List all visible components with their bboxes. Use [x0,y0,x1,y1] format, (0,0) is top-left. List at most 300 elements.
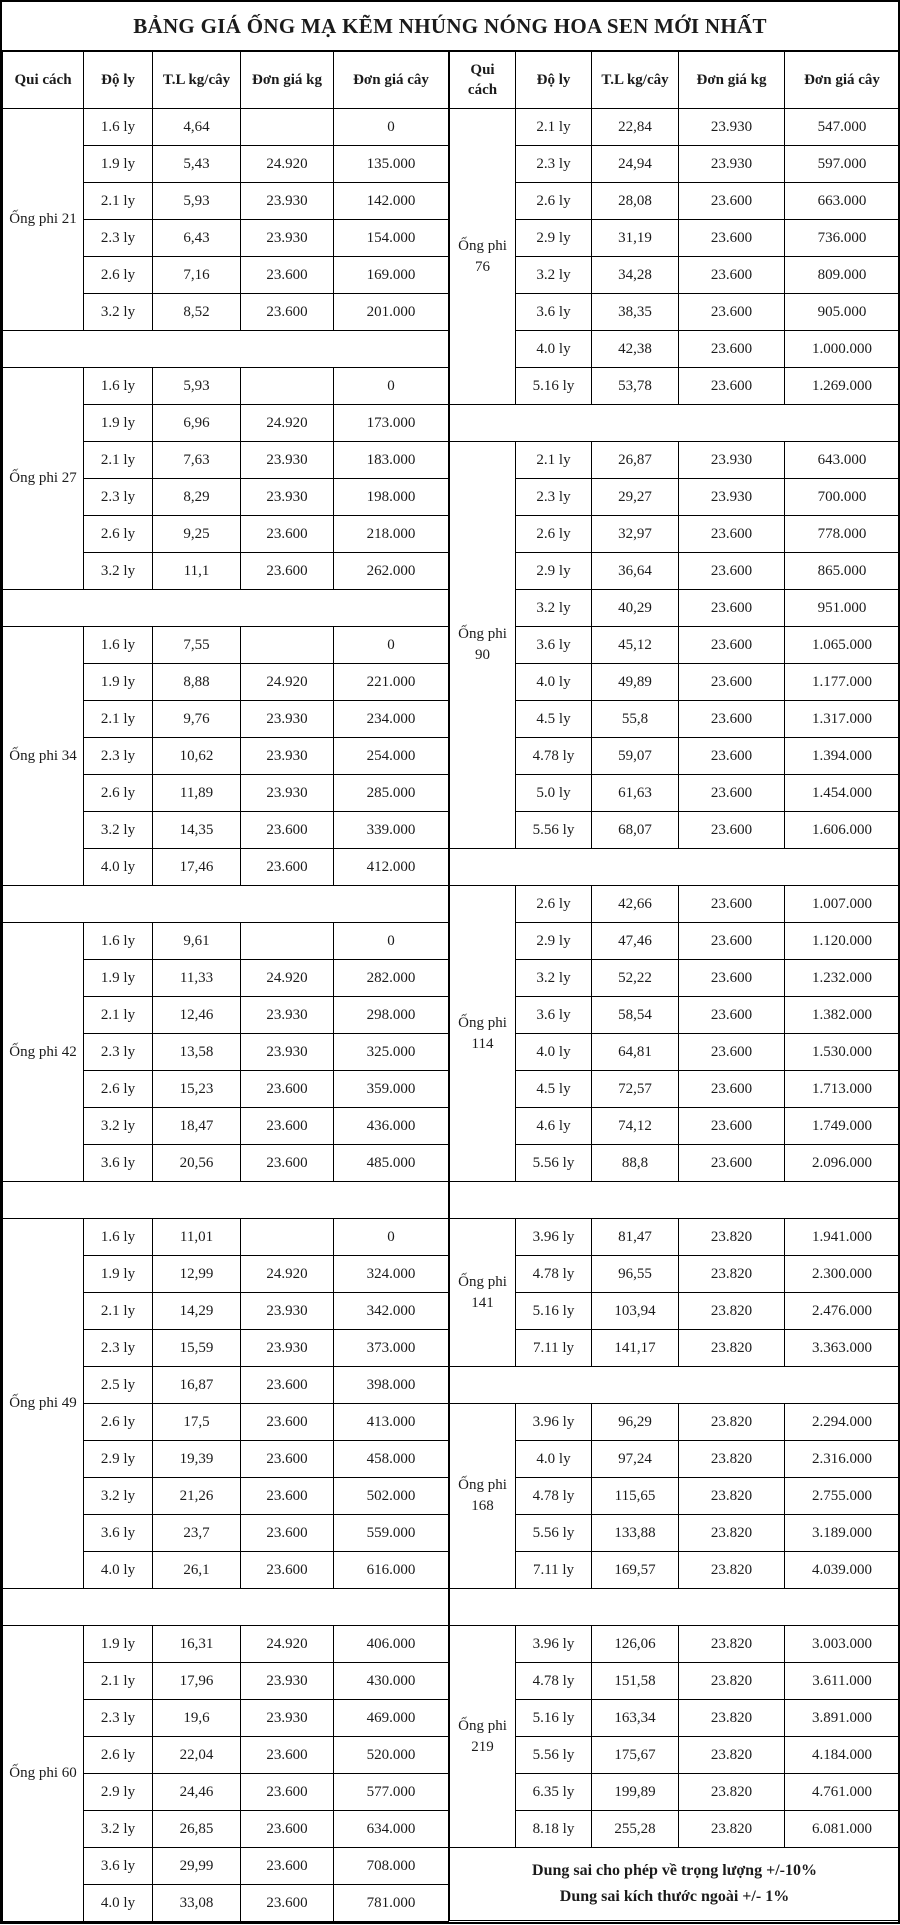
do-ly-cell: 1.6 ly [84,627,153,664]
do-ly-cell: 1.9 ly [84,664,153,701]
don-gia-cay-cell: 262.000 [334,553,449,590]
don-gia-kg-cell: 23.600 [241,1404,334,1441]
don-gia-cay-cell: 597.000 [785,146,900,183]
tl-kg-cay-cell: 5,93 [153,368,241,405]
do-ly-cell: 1.9 ly [84,1626,153,1663]
separator-row [3,331,449,368]
tl-kg-cay-cell: 58,54 [592,997,679,1034]
table-row [450,146,900,183]
don-gia-cay-cell: 0 [334,627,449,664]
tl-kg-cay-cell: 7,55 [153,627,241,664]
do-ly-cell: 1.6 ly [84,368,153,405]
don-gia-cay-cell: 413.000 [334,1404,449,1441]
tl-kg-cay-cell: 34,28 [592,257,679,294]
do-ly-cell: 4.78 ly [516,1256,592,1293]
don-gia-cay-cell: 221.000 [334,664,449,701]
tl-kg-cay-cell: 72,57 [592,1071,679,1108]
don-gia-cay-cell: 234.000 [334,701,449,738]
table-header [3,52,449,109]
tl-kg-cay-cell: 47,46 [592,923,679,960]
group-label: Ống phi 219 [450,1626,516,1848]
don-gia-kg-cell: 23.600 [679,886,785,923]
tl-kg-cay-cell: 45,12 [592,627,679,664]
tl-kg-cay-cell: 19,6 [153,1700,241,1737]
table-row [450,1071,900,1108]
separator-row [3,1182,449,1219]
tl-kg-cay-cell: 14,29 [153,1293,241,1330]
don-gia-kg-cell: 23.600 [679,701,785,738]
don-gia-cay-cell: 2.294.000 [785,1404,900,1441]
don-gia-cay-cell: 6.081.000 [785,1811,900,1848]
don-gia-kg-cell: 24.920 [241,664,334,701]
do-ly-cell: 2.6 ly [516,183,592,220]
table-row [450,590,900,627]
don-gia-cay-cell: 430.000 [334,1663,449,1700]
don-gia-cay-cell: 577.000 [334,1774,449,1811]
do-ly-cell: 2.6 ly [516,886,592,923]
don-gia-cay-cell: 218.000 [334,516,449,553]
don-gia-kg-cell: 24.920 [241,1626,334,1663]
don-gia-kg-cell [241,627,334,664]
table-row [450,923,900,960]
don-gia-cay-cell: 183.000 [334,442,449,479]
don-gia-cay-cell: 142.000 [334,183,449,220]
do-ly-cell: 4.6 ly [516,1108,592,1145]
do-ly-cell: 5.16 ly [516,1293,592,1330]
don-gia-cay-cell: 282.000 [334,960,449,997]
separator-row [450,405,900,442]
tl-kg-cay-cell: 74,12 [592,1108,679,1145]
tl-kg-cay-cell: 64,81 [592,1034,679,1071]
don-gia-cay-cell: 1.749.000 [785,1108,900,1145]
group-label: Ống phi 114 [450,886,516,1182]
don-gia-cay-cell: 4.039.000 [785,1552,900,1589]
do-ly-cell: 2.3 ly [84,1700,153,1737]
don-gia-kg-cell: 23.600 [679,923,785,960]
don-gia-cay-cell: 469.000 [334,1700,449,1737]
don-gia-kg-cell: 23.600 [241,1811,334,1848]
don-gia-cay-cell: 254.000 [334,738,449,775]
don-gia-cay-cell: 1.232.000 [785,960,900,997]
separator-cell [450,405,900,442]
table-row [450,1108,900,1145]
don-gia-kg-cell: 24.920 [241,146,334,183]
don-gia-kg-cell: 23.600 [241,1737,334,1774]
do-ly-cell: 2.3 ly [516,146,592,183]
don-gia-cay-cell: 0 [334,109,449,146]
tl-kg-cay-cell: 52,22 [592,960,679,997]
tl-kg-cay-cell: 26,85 [153,1811,241,1848]
do-ly-cell: 3.6 ly [84,1848,153,1885]
do-ly-cell: 5.0 ly [516,775,592,812]
don-gia-cay-cell: 1.941.000 [785,1219,900,1256]
do-ly-cell: 4.0 ly [516,1441,592,1478]
don-gia-kg-cell: 23.820 [679,1256,785,1293]
do-ly-cell: 4.0 ly [516,1034,592,1071]
column-header: Độ ly [516,52,592,109]
tl-kg-cay-cell: 12,99 [153,1256,241,1293]
don-gia-kg-cell: 23.600 [679,331,785,368]
do-ly-cell: 2.6 ly [516,516,592,553]
page-title: BẢNG GIÁ ỐNG MẠ KẼM NHÚNG NÓNG HOA SEN MỚI NHẤT [2,2,898,51]
do-ly-cell: 3.2 ly [84,294,153,331]
table-row [450,775,900,812]
don-gia-kg-cell: 23.930 [241,701,334,738]
tl-kg-cay-cell: 29,27 [592,479,679,516]
separator-row [450,1367,900,1404]
don-gia-kg-cell: 23.820 [679,1663,785,1700]
don-gia-cay-cell: 342.000 [334,1293,449,1330]
tl-kg-cay-cell: 16,87 [153,1367,241,1404]
table-row [450,1700,900,1737]
tl-kg-cay-cell: 5,93 [153,183,241,220]
do-ly-cell: 3.6 ly [516,294,592,331]
tl-kg-cay-cell: 11,33 [153,960,241,997]
don-gia-cay-cell: 1.606.000 [785,812,900,849]
tl-kg-cay-cell: 97,24 [592,1441,679,1478]
don-gia-kg-cell: 24.920 [241,1256,334,1293]
don-gia-kg-cell: 23.820 [679,1552,785,1589]
tl-kg-cay-cell: 42,66 [592,886,679,923]
don-gia-kg-cell: 23.600 [241,1108,334,1145]
don-gia-kg-cell: 23.820 [679,1515,785,1552]
don-gia-cay-cell: 359.000 [334,1071,449,1108]
don-gia-cay-cell: 285.000 [334,775,449,812]
do-ly-cell: 1.6 ly [84,109,153,146]
do-ly-cell: 2.9 ly [516,923,592,960]
separator-cell [450,1589,900,1626]
column-header: Đơn giá kg [241,52,334,109]
separator-cell [450,1367,900,1404]
tl-kg-cay-cell: 29,99 [153,1848,241,1885]
tl-kg-cay-cell: 9,61 [153,923,241,960]
table-row [450,1552,900,1589]
tl-kg-cay-cell: 38,35 [592,294,679,331]
don-gia-cay-cell: 3.611.000 [785,1663,900,1700]
table-row [450,183,900,220]
do-ly-cell: 3.2 ly [516,960,592,997]
do-ly-cell: 4.5 ly [516,1071,592,1108]
don-gia-kg-cell: 23.600 [241,1552,334,1589]
tl-kg-cay-cell: 21,26 [153,1478,241,1515]
tl-kg-cay-cell: 14,35 [153,812,241,849]
don-gia-cay-cell: 520.000 [334,1737,449,1774]
tl-kg-cay-cell: 169,57 [592,1552,679,1589]
don-gia-kg-cell: 23.600 [241,812,334,849]
do-ly-cell: 3.2 ly [516,590,592,627]
don-gia-cay-cell: 339.000 [334,812,449,849]
tl-kg-cay-cell: 19,39 [153,1441,241,1478]
don-gia-cay-cell: 708.000 [334,1848,449,1885]
separator-row [450,849,900,886]
do-ly-cell: 3.6 ly [84,1515,153,1552]
don-gia-kg-cell: 23.820 [679,1626,785,1663]
don-gia-cay-cell: 3.003.000 [785,1626,900,1663]
don-gia-cay-cell: 905.000 [785,294,900,331]
tl-kg-cay-cell: 20,56 [153,1145,241,1182]
table-row [450,1441,900,1478]
table-row [450,1293,900,1330]
separator-cell [450,1182,900,1219]
note-text: Dung sai cho phép về trọng lượng +/-10% [532,1862,817,1880]
don-gia-cay-cell: 198.000 [334,479,449,516]
don-gia-cay-cell: 778.000 [785,516,900,553]
don-gia-cay-cell: 951.000 [785,590,900,627]
tl-kg-cay-cell: 126,06 [592,1626,679,1663]
don-gia-cay-cell: 325.000 [334,1034,449,1071]
tl-kg-cay-cell: 68,07 [592,812,679,849]
do-ly-cell: 2.9 ly [84,1774,153,1811]
tl-kg-cay-cell: 17,96 [153,1663,241,1700]
don-gia-kg-cell: 23.600 [241,1145,334,1182]
don-gia-kg-cell: 23.820 [679,1811,785,1848]
do-ly-cell: 3.96 ly [516,1404,592,1441]
do-ly-cell: 1.9 ly [84,146,153,183]
table-row [450,997,900,1034]
price-table-right [449,51,900,1921]
don-gia-kg-cell: 23.600 [241,849,334,886]
tl-kg-cay-cell: 24,94 [592,146,679,183]
do-ly-cell: 6.35 ly [516,1774,592,1811]
do-ly-cell: 4.0 ly [516,331,592,368]
do-ly-cell: 7.11 ly [516,1552,592,1589]
do-ly-cell: 4.0 ly [516,664,592,701]
do-ly-cell: 2.1 ly [516,109,592,146]
don-gia-cay-cell: 2.476.000 [785,1293,900,1330]
don-gia-kg-cell: 23.600 [241,516,334,553]
table-row [3,627,449,664]
tl-kg-cay-cell: 133,88 [592,1515,679,1552]
do-ly-cell: 2.1 ly [84,183,153,220]
don-gia-cay-cell: 4.761.000 [785,1774,900,1811]
don-gia-kg-cell: 23.600 [679,960,785,997]
group-label: Ống phi 21 [3,109,84,331]
note-row [450,1848,900,1921]
don-gia-cay-cell: 781.000 [334,1885,449,1922]
don-gia-kg-cell: 23.600 [241,1515,334,1552]
don-gia-kg-cell: 23.600 [679,738,785,775]
do-ly-cell: 2.6 ly [84,1737,153,1774]
don-gia-kg-cell: 23.930 [241,997,334,1034]
don-gia-kg-cell: 23.600 [679,220,785,257]
don-gia-cay-cell: 502.000 [334,1478,449,1515]
don-gia-kg-cell: 23.820 [679,1737,785,1774]
don-gia-cay-cell: 4.184.000 [785,1737,900,1774]
tl-kg-cay-cell: 33,08 [153,1885,241,1922]
don-gia-cay-cell: 1.000.000 [785,331,900,368]
don-gia-cay-cell: 700.000 [785,479,900,516]
don-gia-cay-cell: 1.713.000 [785,1071,900,1108]
do-ly-cell: 3.6 ly [516,627,592,664]
table-body [450,109,900,1921]
do-ly-cell: 2.6 ly [84,775,153,812]
don-gia-kg-cell: 23.820 [679,1330,785,1367]
group-label: Ống phi 141 [450,1219,516,1367]
table-row [450,1404,900,1441]
tl-kg-cay-cell: 255,28 [592,1811,679,1848]
don-gia-kg-cell: 23.930 [679,479,785,516]
don-gia-cay-cell: 1.269.000 [785,368,900,405]
don-gia-kg-cell: 23.600 [679,627,785,664]
do-ly-cell: 5.56 ly [516,1145,592,1182]
tl-kg-cay-cell: 5,43 [153,146,241,183]
do-ly-cell: 4.0 ly [84,1552,153,1589]
column-header: Qui cách [450,52,516,109]
don-gia-kg-cell: 23.930 [241,738,334,775]
don-gia-cay-cell: 0 [334,368,449,405]
don-gia-kg-cell: 23.600 [679,1034,785,1071]
tl-kg-cay-cell: 6,43 [153,220,241,257]
tl-kg-cay-cell: 103,94 [592,1293,679,1330]
separator-cell [3,590,449,627]
tl-kg-cay-cell: 4,64 [153,109,241,146]
tl-kg-cay-cell: 22,84 [592,109,679,146]
don-gia-kg-cell: 23.820 [679,1293,785,1330]
tl-kg-cay-cell: 26,1 [153,1552,241,1589]
don-gia-kg-cell: 23.600 [679,1145,785,1182]
do-ly-cell: 1.9 ly [84,1256,153,1293]
tl-kg-cay-cell: 31,19 [592,220,679,257]
table-row [450,960,900,997]
table-row [450,1663,900,1700]
separator-row [3,590,449,627]
table-row [450,1811,900,1848]
separator-cell [3,886,449,923]
do-ly-cell: 4.0 ly [84,1885,153,1922]
table-row [450,1515,900,1552]
tl-kg-cay-cell: 24,46 [153,1774,241,1811]
do-ly-cell: 5.16 ly [516,368,592,405]
don-gia-kg-cell: 23.600 [679,1108,785,1145]
don-gia-cay-cell: 406.000 [334,1626,449,1663]
tl-kg-cay-cell: 55,8 [592,701,679,738]
don-gia-cay-cell: 616.000 [334,1552,449,1589]
don-gia-cay-cell: 0 [334,923,449,960]
don-gia-kg-cell: 23.930 [241,183,334,220]
table-row [3,1219,449,1256]
header-row [3,52,449,109]
tl-kg-cay-cell: 36,64 [592,553,679,590]
tl-kg-cay-cell: 15,23 [153,1071,241,1108]
don-gia-kg-cell: 23.930 [241,1330,334,1367]
do-ly-cell: 4.5 ly [516,701,592,738]
column-header: Qui cách [3,52,84,109]
do-ly-cell: 2.1 ly [84,1663,153,1700]
column-header: Đơn giá cây [334,52,449,109]
don-gia-kg-cell: 23.820 [679,1700,785,1737]
tl-kg-cay-cell: 9,25 [153,516,241,553]
don-gia-kg-cell: 23.820 [679,1441,785,1478]
do-ly-cell: 4.78 ly [516,1478,592,1515]
column-header: T.L kg/cây [592,52,679,109]
table-row [450,1145,900,1182]
don-gia-kg-cell: 24.920 [241,960,334,997]
do-ly-cell: 2.3 ly [84,220,153,257]
do-ly-cell: 3.2 ly [84,1811,153,1848]
tl-kg-cay-cell: 8,29 [153,479,241,516]
don-gia-cay-cell: 809.000 [785,257,900,294]
don-gia-cay-cell: 398.000 [334,1367,449,1404]
do-ly-cell: 2.1 ly [84,701,153,738]
do-ly-cell: 2.1 ly [84,997,153,1034]
do-ly-cell: 1.6 ly [84,1219,153,1256]
do-ly-cell: 2.6 ly [84,1404,153,1441]
don-gia-kg-cell [241,1219,334,1256]
don-gia-cay-cell: 1.394.000 [785,738,900,775]
tl-kg-cay-cell: 7,16 [153,257,241,294]
don-gia-cay-cell: 1.317.000 [785,701,900,738]
don-gia-cay-cell: 865.000 [785,553,900,590]
tl-kg-cay-cell: 163,34 [592,1700,679,1737]
column-header: Đơn giá cây [785,52,900,109]
don-gia-cay-cell: 154.000 [334,220,449,257]
don-gia-cay-cell: 1.382.000 [785,997,900,1034]
do-ly-cell: 2.6 ly [84,516,153,553]
price-table-left [2,51,449,1922]
do-ly-cell: 2.1 ly [84,1293,153,1330]
table-row [450,886,900,923]
table-row [450,627,900,664]
don-gia-kg-cell: 23.600 [241,1071,334,1108]
tl-kg-cay-cell: 96,29 [592,1404,679,1441]
don-gia-kg-cell [241,109,334,146]
tl-kg-cay-cell: 53,78 [592,368,679,405]
do-ly-cell: 3.6 ly [516,997,592,1034]
don-gia-kg-cell: 23.930 [241,479,334,516]
don-gia-kg-cell: 23.600 [241,1441,334,1478]
don-gia-cay-cell: 1.007.000 [785,886,900,923]
table-row [450,1219,900,1256]
table-row [3,923,449,960]
separator-row [450,1182,900,1219]
don-gia-cay-cell: 1.177.000 [785,664,900,701]
column-header: Đơn giá kg [679,52,785,109]
don-gia-cay-cell: 173.000 [334,405,449,442]
tl-kg-cay-cell: 59,07 [592,738,679,775]
don-gia-kg-cell: 23.600 [241,1848,334,1885]
don-gia-kg-cell: 23.600 [241,1774,334,1811]
don-gia-cay-cell: 2.096.000 [785,1145,900,1182]
group-label: Ống phi 60 [3,1626,84,1922]
don-gia-cay-cell: 2.316.000 [785,1441,900,1478]
don-gia-cay-cell: 663.000 [785,183,900,220]
do-ly-cell: 5.56 ly [516,1515,592,1552]
don-gia-cay-cell: 436.000 [334,1108,449,1145]
don-gia-kg-cell: 23.600 [679,812,785,849]
tl-kg-cay-cell: 11,1 [153,553,241,590]
don-gia-kg-cell: 23.930 [241,1663,334,1700]
don-gia-cay-cell: 1.530.000 [785,1034,900,1071]
don-gia-kg-cell: 23.600 [679,590,785,627]
don-gia-kg-cell: 23.930 [679,146,785,183]
don-gia-kg-cell: 23.600 [241,553,334,590]
table-row [450,368,900,405]
tl-kg-cay-cell: 9,76 [153,701,241,738]
tl-kg-cay-cell: 22,04 [153,1737,241,1774]
table-row [450,1774,900,1811]
group-label: Ống phi 168 [450,1404,516,1589]
tl-kg-cay-cell: 26,87 [592,442,679,479]
header-row [450,52,900,109]
separator-cell [3,331,449,368]
don-gia-kg-cell: 24.920 [241,405,334,442]
don-gia-kg-cell [241,923,334,960]
do-ly-cell: 3.2 ly [84,812,153,849]
tl-kg-cay-cell: 12,46 [153,997,241,1034]
don-gia-cay-cell: 135.000 [334,146,449,183]
column-header: T.L kg/cây [153,52,241,109]
don-gia-kg-cell: 23.600 [241,1367,334,1404]
